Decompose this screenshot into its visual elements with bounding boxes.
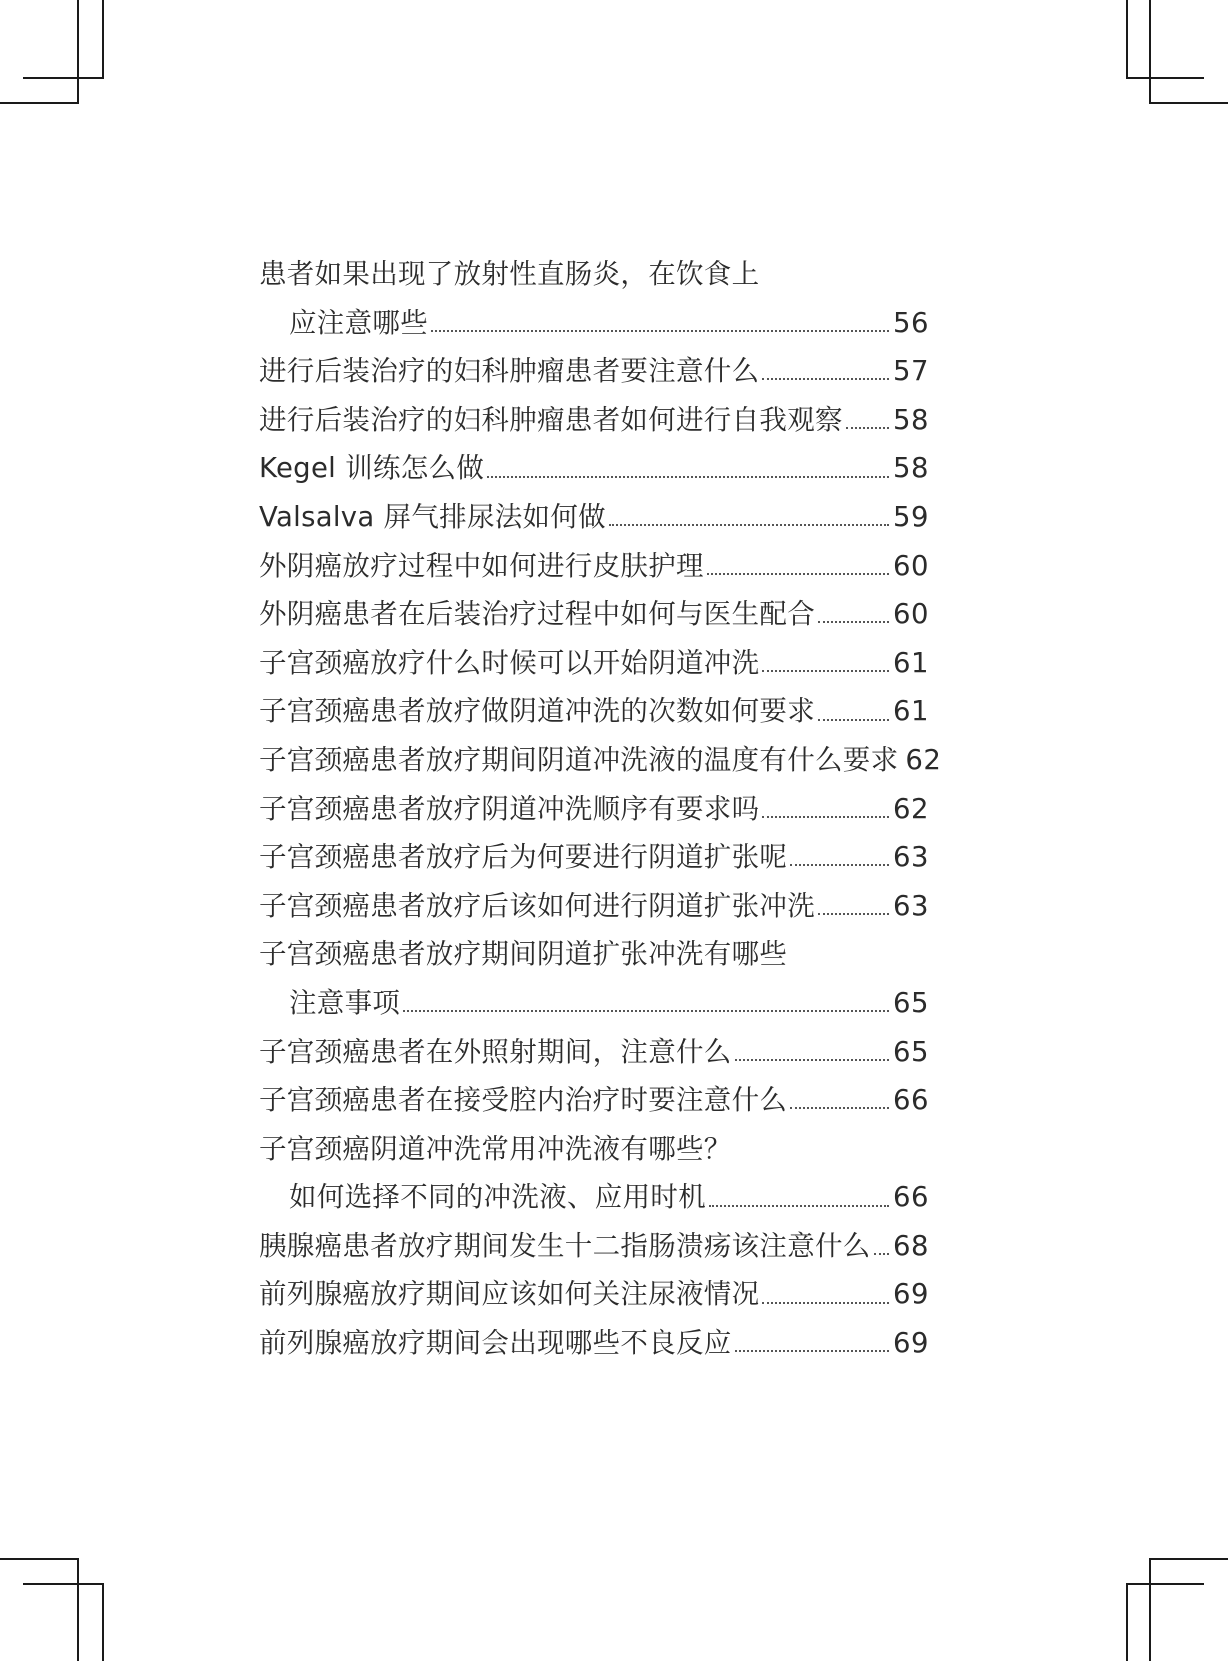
toc-entry[interactable] bbox=[259, 347, 929, 396]
table-of-contents bbox=[259, 250, 942, 1368]
toc-entry[interactable] bbox=[259, 250, 929, 347]
toc-entry-line bbox=[259, 1125, 929, 1174]
crop-mark-bottom-right-v1 bbox=[1126, 1583, 1128, 1661]
toc-dot-leader bbox=[762, 670, 889, 672]
crop-mark-top-right-h2 bbox=[1149, 102, 1228, 104]
toc-entry[interactable] bbox=[259, 590, 929, 639]
toc-dot-leader bbox=[403, 1010, 889, 1012]
toc-dot-leader bbox=[762, 816, 889, 818]
toc-entry-title: 子宫颈癌放疗什么时候可以开始阴道冲洗 bbox=[259, 646, 760, 679]
crop-mark-bottom-right-h1 bbox=[1126, 1583, 1204, 1585]
toc-page-number: 62 bbox=[905, 743, 942, 776]
toc-entry-line bbox=[259, 1319, 929, 1368]
toc-entry[interactable] bbox=[259, 1319, 929, 1368]
toc-entry-line bbox=[259, 736, 942, 785]
toc-entry-title: 进行后装治疗的妇科肿瘤患者如何进行自我观察 bbox=[259, 403, 843, 436]
crop-mark-bottom-left-v1 bbox=[77, 1558, 79, 1661]
toc-entry[interactable] bbox=[259, 687, 929, 736]
toc-entry-line bbox=[259, 347, 929, 396]
toc-dot-leader bbox=[874, 1253, 889, 1255]
crop-mark-top-left-h1 bbox=[0, 102, 79, 104]
toc-entry-continuation-line bbox=[259, 299, 929, 348]
toc-entry-title: 患者如果出现了放射性直肠炎，在饮食上 bbox=[259, 258, 760, 290]
toc-dot-leader bbox=[735, 1350, 889, 1352]
toc-page-number: 69 bbox=[893, 1327, 929, 1360]
crop-mark-bottom-left-v2 bbox=[102, 1583, 104, 1661]
toc-page-number: 61 bbox=[893, 695, 929, 728]
toc-entry-title: 前列腺癌放疗期间应该如何关注尿液情况 bbox=[259, 1278, 760, 1311]
toc-page-number: 63 bbox=[893, 889, 929, 922]
toc-entry-title: 子宫颈癌阴道冲洗常用冲洗液有哪些？ bbox=[259, 1132, 732, 1165]
toc-dot-leader bbox=[707, 573, 889, 575]
toc-page-number: 68 bbox=[893, 1229, 929, 1262]
toc-dot-leader bbox=[818, 621, 889, 623]
toc-entry-line bbox=[259, 542, 929, 591]
crop-mark-top-left-h2 bbox=[23, 77, 102, 79]
toc-entry-title: Kegel 训练怎么做 bbox=[259, 452, 485, 485]
toc-entry[interactable] bbox=[259, 785, 929, 834]
toc-dot-leader bbox=[487, 476, 889, 478]
toc-entry-title: 外阴癌放疗过程中如何进行皮肤护理 bbox=[259, 549, 704, 582]
toc-entry-title: 子宫颈癌患者放疗做阴道冲洗的次数如何要求 bbox=[259, 695, 815, 728]
toc-entry[interactable] bbox=[259, 1125, 929, 1222]
toc-dot-leader bbox=[818, 913, 889, 915]
toc-entry-line bbox=[259, 444, 929, 493]
crop-mark-top-right-v2 bbox=[1149, 0, 1151, 103]
toc-entry[interactable] bbox=[259, 542, 929, 591]
toc-dot-leader bbox=[790, 864, 889, 866]
toc-page-number: 65 bbox=[893, 1035, 929, 1068]
toc-entry[interactable] bbox=[259, 493, 929, 542]
toc-entry-title: 子宫颈癌患者在外照射期间，注意什么 bbox=[259, 1035, 732, 1068]
toc-dot-leader bbox=[735, 1059, 889, 1061]
toc-page-number: 65 bbox=[893, 986, 929, 1019]
toc-page-number: 62 bbox=[893, 792, 929, 825]
toc-entry[interactable] bbox=[259, 833, 929, 882]
toc-entry-line bbox=[259, 1222, 929, 1271]
toc-entry[interactable] bbox=[259, 1028, 929, 1077]
toc-entry-line bbox=[259, 882, 929, 931]
toc-entry-title: 子宫颈癌患者放疗阴道冲洗顺序有要求吗 bbox=[259, 792, 760, 825]
toc-page-number: 58 bbox=[893, 452, 929, 485]
toc-entry-line bbox=[259, 250, 929, 299]
toc-entry-title: 子宫颈癌患者放疗后该如何进行阴道扩张冲洗 bbox=[259, 889, 815, 922]
toc-entry-line bbox=[259, 1076, 929, 1125]
toc-page-number: 66 bbox=[893, 1084, 929, 1117]
crop-mark-bottom-right-h2 bbox=[1149, 1558, 1228, 1560]
toc-page-number: 60 bbox=[893, 549, 929, 582]
toc-entry-title: 子宫颈癌患者在接受腔内治疗时要注意什么 bbox=[259, 1084, 788, 1117]
toc-entry[interactable] bbox=[259, 1270, 929, 1319]
crop-mark-top-left-v2 bbox=[102, 0, 104, 79]
toc-entry-title: 胰腺癌患者放疗期间发生十二指肠溃疡该注意什么 bbox=[259, 1229, 871, 1262]
toc-entry-line bbox=[259, 930, 929, 979]
toc-entry-line bbox=[259, 687, 929, 736]
toc-dot-leader bbox=[762, 1302, 889, 1304]
toc-entry[interactable] bbox=[259, 396, 929, 445]
crop-mark-bottom-left-h1 bbox=[0, 1558, 79, 1560]
toc-dot-leader bbox=[609, 524, 889, 526]
toc-page-number: 63 bbox=[893, 841, 929, 874]
toc-dot-leader bbox=[790, 1107, 889, 1109]
toc-entry-line bbox=[259, 590, 929, 639]
toc-page-number: 61 bbox=[893, 646, 929, 679]
toc-entry-title: 子宫颈癌患者放疗期间阴道冲洗液的温度有什么要求 bbox=[259, 743, 899, 776]
toc-page-number: 58 bbox=[893, 403, 929, 436]
toc-entry-line bbox=[259, 1270, 929, 1319]
toc-entry-line bbox=[259, 785, 929, 834]
toc-entry[interactable] bbox=[259, 930, 929, 1027]
toc-entry-title: 子宫颈癌患者放疗后为何要进行阴道扩张呢 bbox=[259, 841, 788, 874]
crop-mark-bottom-right-v2 bbox=[1149, 1558, 1151, 1661]
toc-entry-title: 如何选择不同的冲洗液、应用时机 bbox=[289, 1181, 706, 1214]
toc-page-number: 57 bbox=[893, 355, 929, 388]
toc-entry-title: 进行后装治疗的妇科肿瘤患者要注意什么 bbox=[259, 355, 760, 388]
toc-dot-leader bbox=[846, 427, 889, 429]
toc-entry-line bbox=[259, 1028, 929, 1077]
toc-entry-title: 应注意哪些 bbox=[289, 306, 428, 339]
toc-entry-continuation-line bbox=[259, 1173, 929, 1222]
crop-mark-top-right-v1 bbox=[1126, 0, 1128, 79]
toc-dot-leader bbox=[762, 378, 889, 380]
toc-entry[interactable] bbox=[259, 1222, 929, 1271]
toc-entry-title: 子宫颈癌患者放疗期间阴道扩张冲洗有哪些 bbox=[259, 938, 788, 971]
toc-page-number: 60 bbox=[893, 598, 929, 631]
toc-page-number: 56 bbox=[893, 306, 929, 339]
toc-entry-title: 前列腺癌放疗期间会出现哪些不良反应 bbox=[259, 1327, 732, 1360]
toc-entry[interactable] bbox=[259, 1076, 929, 1125]
toc-entry-line bbox=[259, 833, 929, 882]
toc-dot-leader bbox=[709, 1205, 889, 1207]
toc-entry-line bbox=[259, 639, 929, 688]
toc-entry-title: Valsalva 屏气排尿法如何做 bbox=[259, 500, 606, 533]
crop-mark-bottom-left-h2 bbox=[23, 1583, 102, 1585]
crop-mark-top-left-v1 bbox=[77, 0, 79, 103]
toc-entry-continuation-line bbox=[259, 979, 929, 1028]
toc-entry-title: 注意事项 bbox=[289, 986, 401, 1019]
toc-entry[interactable] bbox=[259, 882, 929, 931]
toc-entry-line bbox=[259, 396, 929, 445]
toc-entry[interactable] bbox=[259, 444, 929, 493]
toc-entry-title: 外阴癌患者在后装治疗过程中如何与医生配合 bbox=[259, 598, 815, 631]
toc-entry[interactable] bbox=[259, 639, 929, 688]
toc-dot-leader bbox=[431, 330, 889, 332]
toc-page-number: 59 bbox=[893, 500, 929, 533]
toc-page-number: 69 bbox=[893, 1278, 929, 1311]
crop-mark-top-right-h1 bbox=[1126, 77, 1204, 79]
toc-dot-leader bbox=[818, 719, 889, 721]
toc-entry-line bbox=[259, 493, 929, 542]
toc-entry[interactable] bbox=[259, 736, 942, 785]
toc-page-number: 66 bbox=[893, 1181, 929, 1214]
